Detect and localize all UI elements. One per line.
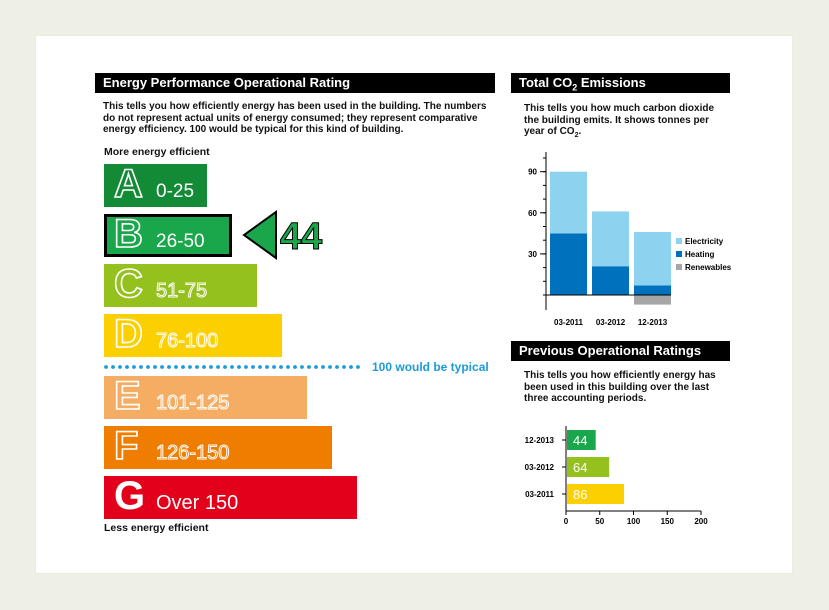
prev-y-tick-label: 03-2011: [525, 490, 554, 499]
prev-x-tick-label: 200: [694, 517, 708, 526]
prev-x-tick-label: 0: [563, 517, 569, 526]
typical-dot: [216, 365, 220, 369]
band-range: 101-125: [156, 392, 230, 414]
typical-dot: [146, 365, 150, 369]
more-efficient-label: More energy efficient: [104, 146, 210, 158]
previous-ratings-description: This tells you how efficiently energy has been used in this building over the last three accounting periods.: [524, 370, 716, 404]
typical-dot: [202, 365, 206, 369]
band-range: 26-50: [156, 231, 205, 252]
typical-dot: [223, 365, 227, 369]
typical-dot: [160, 365, 164, 369]
co2-legend-swatch: [676, 251, 682, 257]
typical-dot: [279, 365, 283, 369]
rating-band-d: [104, 314, 282, 357]
prev-rating-value: 44: [573, 433, 588, 448]
typical-dot: [125, 365, 129, 369]
co2-y-tick-label: 90: [528, 167, 537, 177]
band-letter: C: [114, 262, 143, 306]
current-rating-value: 44: [280, 216, 323, 258]
typical-dot: [258, 365, 262, 369]
band-letter: G: [114, 474, 146, 518]
typical-dot: [132, 365, 136, 369]
co2-legend-swatch: [676, 264, 682, 270]
typical-dot: [300, 365, 304, 369]
co2-bar-heating: [634, 285, 671, 295]
typical-dot: [181, 365, 185, 369]
co2-emissions-chart: [510, 150, 740, 335]
prev-x-tick-label: 50: [595, 517, 605, 526]
typical-dot: [230, 365, 234, 369]
band-range: 76-100: [156, 330, 219, 352]
prev-rating-value: 86: [573, 487, 588, 502]
co2-legend-label: Heating: [685, 250, 715, 259]
co2-bar-heating: [592, 266, 629, 295]
co2-title-post: Emissions: [577, 75, 646, 90]
band-letter: E: [114, 374, 141, 418]
co2-bar-electricity: [634, 232, 671, 285]
band-letter: A: [114, 162, 143, 206]
co2-title-pre: Total CO: [519, 75, 573, 90]
band-letter: D: [114, 312, 143, 356]
co2-y-tick-label: 60: [528, 208, 537, 218]
typical-dot: [356, 365, 360, 369]
rating-description: This tells you how efficiently energy has been used in the building. The numbers do not represent actual units of energy consumed; they represent comparative energy efficiency. 100 would be typical for this kind of building.: [103, 101, 487, 135]
rating-band-f: [104, 426, 332, 469]
typical-dot: [188, 365, 192, 369]
rating-band-g: [104, 476, 357, 519]
co2-bar-electricity: [592, 211, 629, 266]
rating-band-e: [104, 376, 307, 419]
typical-dot: [335, 365, 339, 369]
typical-dot: [174, 365, 178, 369]
co2-x-tick-label: 03-2012: [595, 318, 626, 327]
co2-bar-renewables: [634, 295, 671, 305]
co2-legend-label: Electricity: [685, 237, 724, 246]
typical-label: 100 would be typical: [372, 360, 489, 374]
typical-dot: [209, 365, 213, 369]
co2-x-tick-label: 03-2011: [554, 318, 583, 327]
co2-desc-post: .: [578, 126, 582, 137]
typical-dot: [251, 365, 255, 369]
co2-title-sub: 2: [572, 82, 578, 93]
co2-legend-label: Renewables: [685, 263, 732, 272]
co2-bar-heating: [550, 233, 587, 295]
rating-section-header: Energy Performance Operational Rating: [95, 73, 495, 93]
prev-rating-value: 64: [573, 460, 588, 475]
rating-arrow: [244, 212, 276, 258]
typical-dot: [272, 365, 276, 369]
co2-x-tick-label: 12-2013: [637, 318, 668, 327]
co2-desc-pre: This tells you how much carbon dioxide the building emits. It shows tonnes per year of CO: [524, 103, 715, 137]
prev-y-tick-label: 12-2013: [524, 436, 554, 445]
typical-dot: [328, 365, 332, 369]
co2-bar-electricity: [550, 172, 587, 234]
typical-dot: [118, 365, 122, 369]
prev-y-tick-label: 03-2012: [524, 463, 554, 472]
co2-description: [524, 103, 724, 142]
co2-y-tick-label: 30: [528, 249, 537, 259]
typical-dot: [342, 365, 346, 369]
band-range: Over 150: [156, 492, 239, 514]
rating-band-a: [104, 164, 207, 207]
typical-dot: [314, 365, 318, 369]
band-range: 51-75: [156, 280, 208, 302]
co2-desc-sub: 2: [574, 132, 579, 139]
typical-dot: [286, 365, 290, 369]
rating-band-b: [104, 214, 232, 257]
typical-dot: [167, 365, 171, 369]
typical-dot: [153, 365, 157, 369]
typical-dot: [321, 365, 325, 369]
co2-legend-swatch: [676, 238, 682, 244]
prev-x-tick-label: 150: [660, 517, 674, 526]
typical-dot: [244, 365, 248, 369]
typical-dot: [139, 365, 143, 369]
current-rating-indicator: [240, 209, 340, 261]
band-range: 126-150: [156, 442, 230, 464]
typical-dot: [349, 365, 353, 369]
band-letter: F: [114, 424, 139, 468]
typical-dot: [195, 365, 199, 369]
typical-dot: [111, 365, 115, 369]
previous-ratings-chart: [510, 420, 730, 530]
typical-dot: [237, 365, 241, 369]
band-letter: B: [114, 212, 143, 256]
typical-dot: [307, 365, 311, 369]
typical-dot: [265, 365, 269, 369]
typical-dot: [293, 365, 297, 369]
typical-dot: [104, 365, 108, 369]
previous-ratings-header: Previous Operational Ratings: [511, 341, 730, 361]
less-efficient-label: Less energy efficient: [104, 522, 209, 534]
rating-band-c: [104, 264, 257, 307]
typical-line: [100, 358, 500, 376]
band-range: 0-25: [156, 181, 195, 202]
prev-x-tick-label: 100: [626, 517, 641, 526]
co2-section-header: [511, 73, 730, 93]
